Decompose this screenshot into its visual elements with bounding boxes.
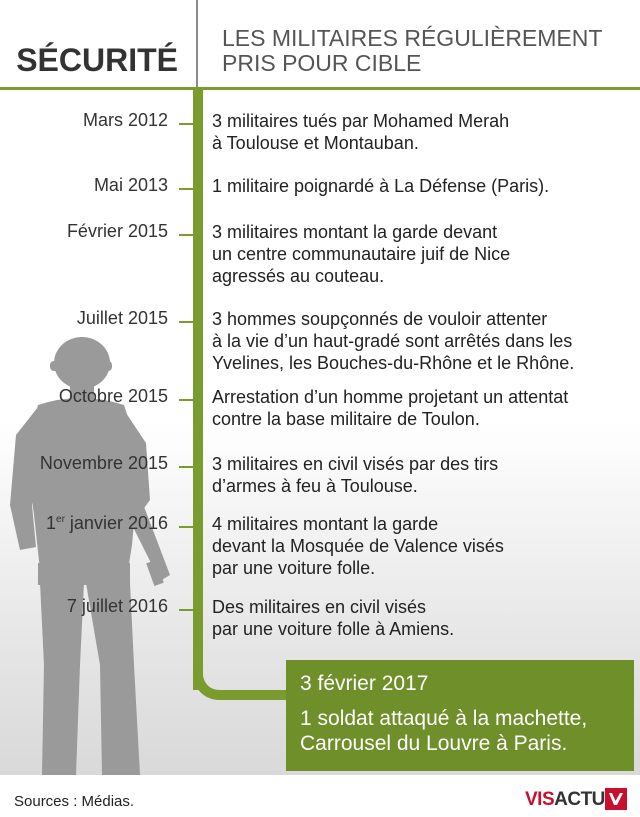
event-date-prefix: 1 — [46, 513, 57, 533]
event-date-superscript: er — [56, 514, 65, 525]
visactu-logo-mark-icon — [605, 788, 627, 810]
event-line: 1 militaire poignardé à La Défense (Paris). — [212, 176, 550, 196]
highlight-event — [286, 660, 634, 771]
event-description — [212, 386, 632, 430]
event-line: 3 hommes soupçonnés de vouloir attenter — [212, 309, 548, 329]
timeline-tick — [179, 399, 193, 401]
highlight-date: 3 février 2017 — [300, 672, 429, 695]
event-date: 7 juillet 2016 — [66, 596, 168, 616]
event-line: 3 militaires en civil visés par des tirs — [212, 454, 499, 474]
event-date-rest: janvier 2016 — [64, 513, 168, 533]
highlight-line: Carrousel du Louvre à Paris. — [300, 732, 568, 755]
logo-text-part: ACTU — [554, 789, 605, 810]
category-title: SÉCURITÉ — [16, 42, 178, 78]
event-line: Des militaires en civil visés — [212, 597, 427, 617]
event-description — [212, 308, 632, 374]
header — [0, 0, 640, 87]
event-date: Mars 2012 — [82, 110, 168, 130]
event-line: devant la Mosquée de Valence visés — [212, 536, 504, 556]
event-line: Arrestation d’un homme projetant un attentat — [212, 387, 569, 407]
event-line: d’armes à feu à Toulouse. — [212, 476, 418, 496]
timeline-tick — [179, 609, 193, 611]
visactu-logo — [525, 785, 629, 813]
event-line: contre la base militaire de Toulon. — [212, 409, 480, 429]
timeline-tick — [179, 123, 193, 125]
event-line: 3 militaires tués par Mohamed Merah — [212, 111, 510, 131]
event-line: un centre communautaire juif de Nice — [212, 244, 511, 264]
timeline-tick — [179, 526, 193, 528]
event-date: Mai 2013 — [93, 175, 168, 195]
header-rule — [0, 87, 640, 90]
logo-text-part: VIS — [525, 789, 555, 810]
event-line: par une voiture folle à Amiens. — [212, 619, 455, 639]
event-description — [212, 221, 632, 287]
event-description — [212, 513, 632, 579]
event-line: agressés au couteau. — [212, 266, 385, 286]
event-description — [212, 110, 632, 154]
event-date: Juillet 2015 — [76, 308, 168, 328]
event-line: à Toulouse et Montauban. — [212, 133, 419, 153]
timeline-tick — [179, 188, 193, 190]
event-line: 3 militaires montant la garde devant — [212, 222, 498, 242]
timeline-line — [193, 90, 203, 690]
page-title — [222, 26, 632, 76]
event-line: Yvelines, les Bouches-du-Rhône et le Rhône. — [212, 353, 575, 373]
highlight-line: 1 soldat attaqué à la machette, — [300, 707, 588, 730]
header-divider — [196, 0, 198, 87]
event-date — [0, 513, 168, 534]
timeline-tick — [179, 466, 193, 468]
timeline-elbow — [193, 660, 293, 700]
event-description — [212, 596, 632, 640]
highlight-description — [300, 706, 630, 756]
event-date: Novembre 2015 — [39, 453, 168, 473]
timeline-tick — [179, 321, 193, 323]
footer — [0, 775, 640, 817]
page-title-line: PRIS POUR CIBLE — [222, 50, 422, 76]
event-line: à la vie d’un haut-gradé sont arrêtés dans les — [212, 331, 573, 351]
event-date: Février 2015 — [66, 221, 168, 241]
logo-text — [525, 789, 605, 811]
event-line: 4 militaires montant la garde — [212, 514, 439, 534]
event-line: par une voiture folle. — [212, 558, 376, 578]
event-description — [212, 453, 632, 497]
sources-note: Sources : Médias. — [14, 793, 135, 810]
event-description — [212, 175, 632, 197]
timeline-tick — [179, 234, 193, 236]
page-title-line: LES MILITAIRES RÉGULIÈREMENT — [222, 25, 603, 51]
event-date: Octobre 2015 — [58, 386, 168, 406]
